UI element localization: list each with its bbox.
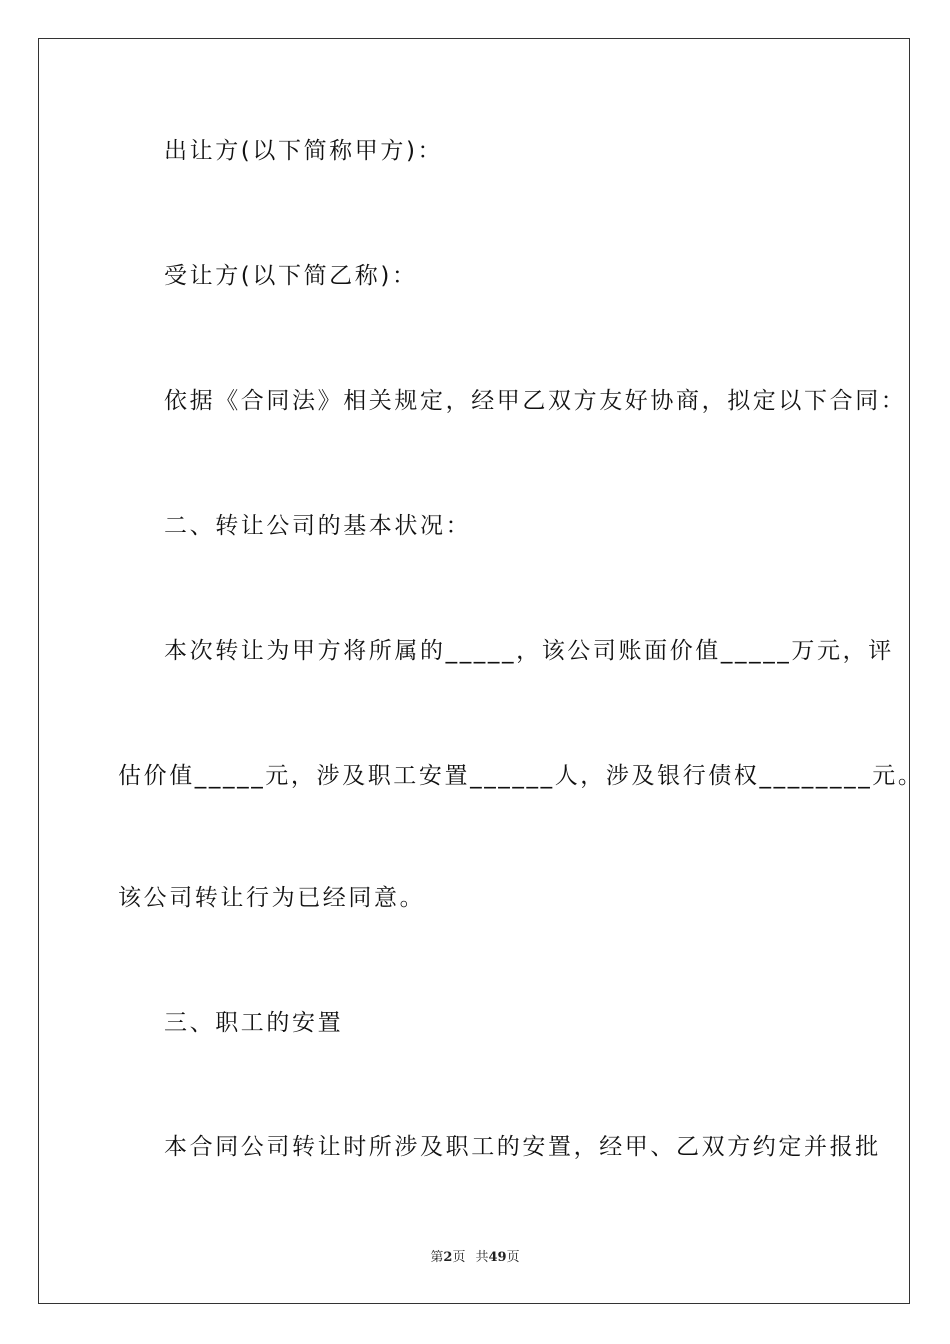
footer-page-number: 2 <box>443 1250 453 1265</box>
footer-total-suffix: 页 <box>506 1250 520 1265</box>
paragraph-employee-placement: 本合同公司转让时所涉及职工的安置，经甲、乙双方约定并报批 <box>164 1134 881 1160</box>
paragraph-transfer-details-continued: 估价值_____元，涉及职工安置______人，涉及银行债权________元。 <box>118 763 924 789</box>
paragraph-consent: 该公司转让行为已经同意。 <box>118 885 426 911</box>
page-footer <box>0 1246 950 1265</box>
footer-page-prefix: 第 <box>430 1250 444 1265</box>
section-heading-employee-placement: 三、职工的安置 <box>164 1010 344 1036</box>
page-border <box>38 38 910 1304</box>
paragraph-transfer-details: 本次转让为甲方将所属的_____，该公司账面价值_____万元，评 <box>164 638 894 664</box>
footer-total-pages: 49 <box>488 1250 507 1265</box>
paragraph-transferee: 受让方(以下简乙称)： <box>164 263 418 289</box>
footer-total-prefix: 共 <box>475 1250 489 1265</box>
paragraph-legal-basis: 依据《合同法》相关规定，经甲乙双方友好协商，拟定以下合同： <box>164 388 907 414</box>
section-heading-company-status: 二、转让公司的基本状况： <box>164 513 472 539</box>
footer-page-suffix: 页 <box>452 1250 466 1265</box>
paragraph-transferor: 出让方(以下简称甲方)： <box>164 138 444 164</box>
